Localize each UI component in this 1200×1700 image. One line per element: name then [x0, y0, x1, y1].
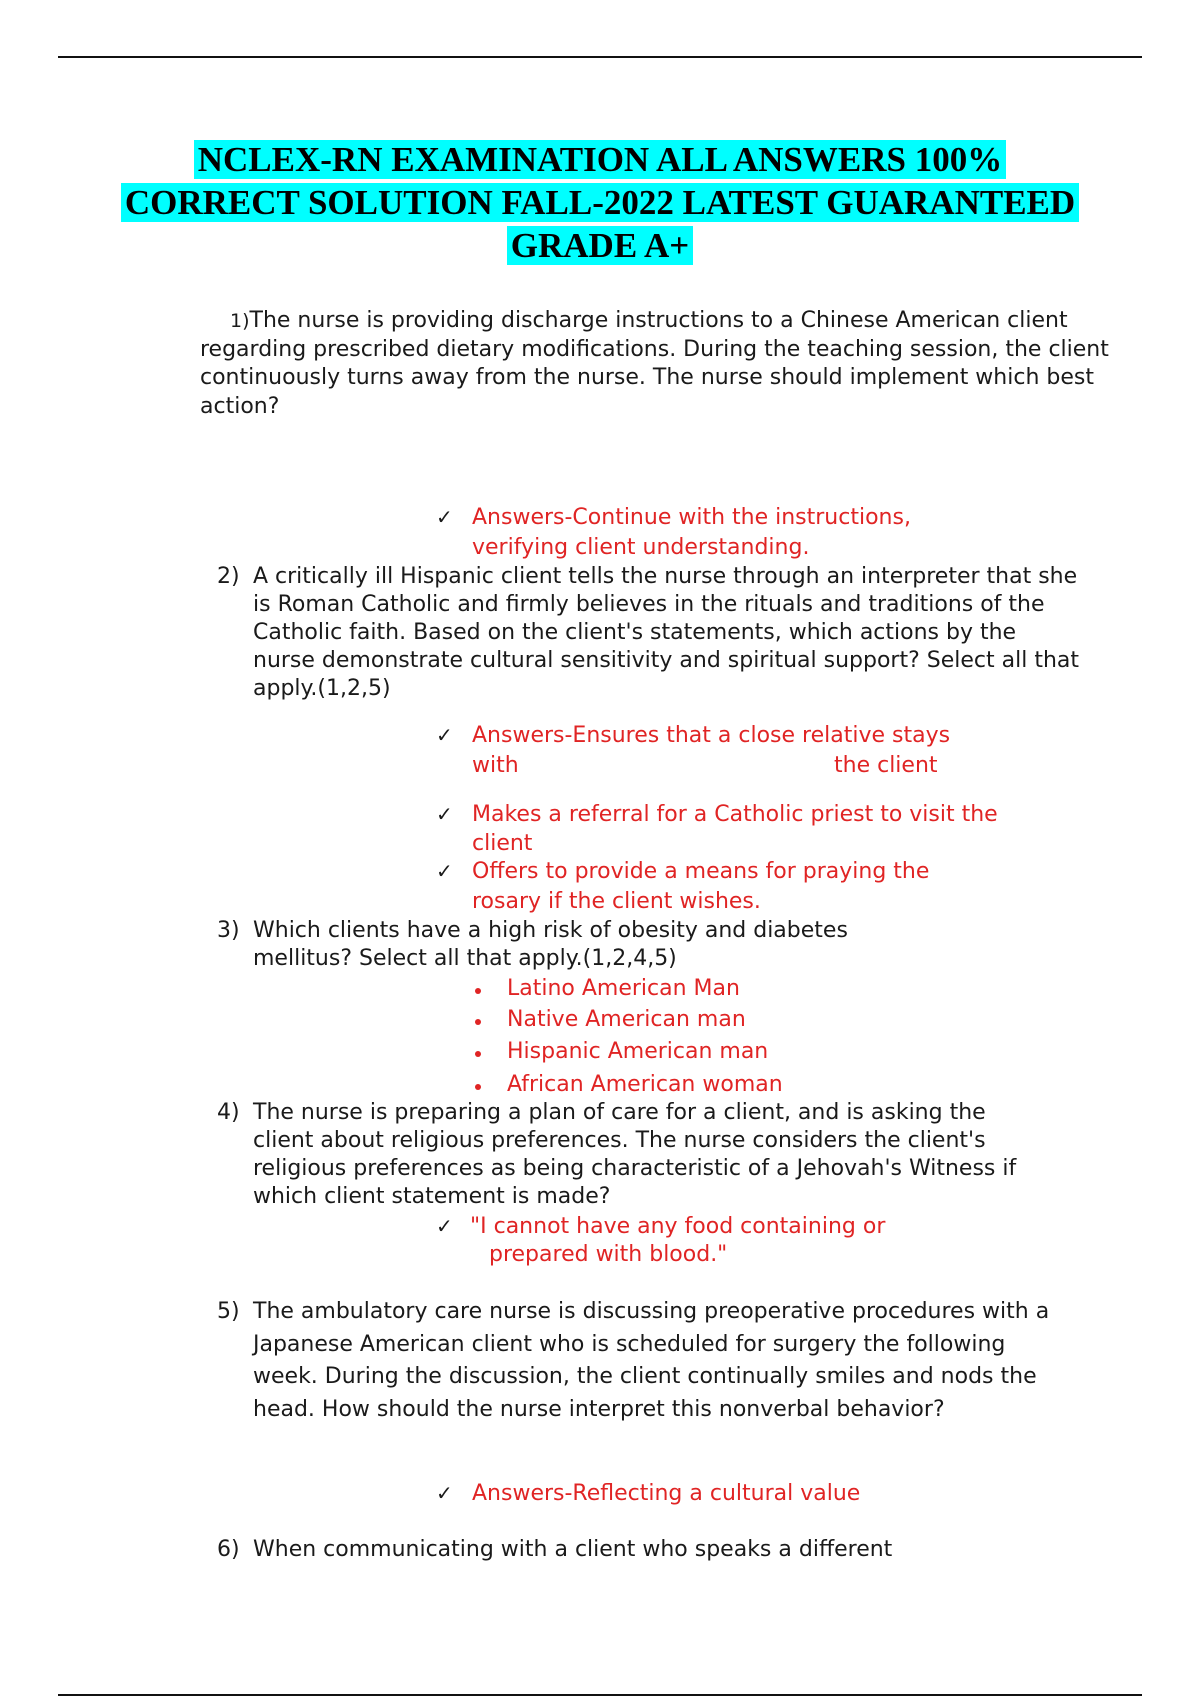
question-2-number: 2) [217, 564, 240, 589]
title-line-3: GRADE A+ [507, 226, 693, 265]
title-line-2: CORRECT SOLUTION FALL-2022 LATEST GUARANTEED [121, 183, 1079, 222]
answer-4-line-1: "I cannot have any food containing or [470, 1214, 886, 1239]
question-4-number: 4) [217, 1100, 240, 1125]
answer-5-line-1: Answers-Reflecting a cultural value [472, 1481, 861, 1506]
answer-2b-line-2: client [472, 831, 533, 856]
answer-2a-line-2a: with [472, 753, 519, 778]
question-6-text: When communicating with a client who speaks a different [253, 1537, 893, 1562]
question-2-text: A critically ill Hispanic client tells the nurse through an interpreter that she is Roman Catholic and firmly believes in the rituals and traditions of the Catholic faith. Based on the client's statements, which actions by the nurse demonstrate cultural sensitivity and spiritual support? Select all that apply.(1,2,5) [253, 564, 1080, 701]
answer-3-item-3: Hispanic American man [507, 1039, 769, 1064]
question-3-text: Which clients have a high risk of obesity and diabetes mellitus? Select all that apply.(1,2,4,5) [253, 918, 848, 971]
check-icon: ✓ [436, 1214, 453, 1238]
title-line-1: NCLEX-RN EXAMINATION ALL ANSWERS 100% [194, 140, 1006, 179]
bottom-rule [58, 1694, 1142, 1696]
answer-2c-line-2: rosary if the client wishes. [472, 889, 761, 914]
answer-3-item-2: Native American man [507, 1007, 746, 1032]
answer-3-item-1: Latino American Man [507, 976, 740, 1001]
answer-2b-line-1: Makes a referral for a Catholic priest to visit the [472, 802, 998, 827]
question-5-number: 5) [217, 1299, 240, 1324]
answer-1-line-2: verifying client understanding. [472, 535, 810, 560]
check-icon: ✓ [436, 505, 453, 529]
top-rule [58, 56, 1142, 58]
question-6-number: 6) [217, 1537, 240, 1562]
check-icon: ✓ [436, 859, 453, 883]
question-4-text: The nurse is preparing a plan of care for a client, and is asking the client about religious preferences. The nurse considers the client's religious preferences as being characteristic of a Jehovah's Witness if which client statement is made? [253, 1100, 1017, 1209]
question-1-text: The nurse is providing discharge instructions to a Chinese American client regarding prescribed dietary modifications. During the teaching session, the client continuously turns away from the nurse. The nurse should implement which best action? [200, 308, 1109, 419]
answer-3-item-4: African American woman [507, 1072, 783, 1097]
question-1 [200, 307, 1160, 421]
bullet-icon [475, 1051, 481, 1057]
answer-1-line-1: Answers-Continue with the instructions, [472, 505, 911, 530]
document-title [0, 138, 1200, 267]
check-icon: ✓ [436, 802, 453, 826]
answer-2c-line-1: Offers to provide a means for praying the [472, 859, 930, 884]
bullet-icon [475, 988, 481, 994]
question-1-number: 1) [230, 310, 250, 332]
check-icon: ✓ [436, 1481, 453, 1505]
answer-4-line-2: prepared with blood." [489, 1242, 728, 1267]
answer-2a-line-1: Answers-Ensures that a close relative stays [472, 723, 951, 748]
question-5-text: The ambulatory care nurse is discussing preoperative procedures with a Japanese American client who is scheduled for surgery the following week. During the discussion, the client continually smiles and nods the head. How should the nurse interpret this nonverbal behavior? [253, 1299, 1050, 1422]
question-3-number: 3) [217, 918, 240, 943]
answer-2a-line-2b: the client [834, 753, 938, 778]
check-icon: ✓ [436, 723, 453, 747]
bullet-icon [475, 1084, 481, 1090]
bullet-icon [475, 1019, 481, 1025]
